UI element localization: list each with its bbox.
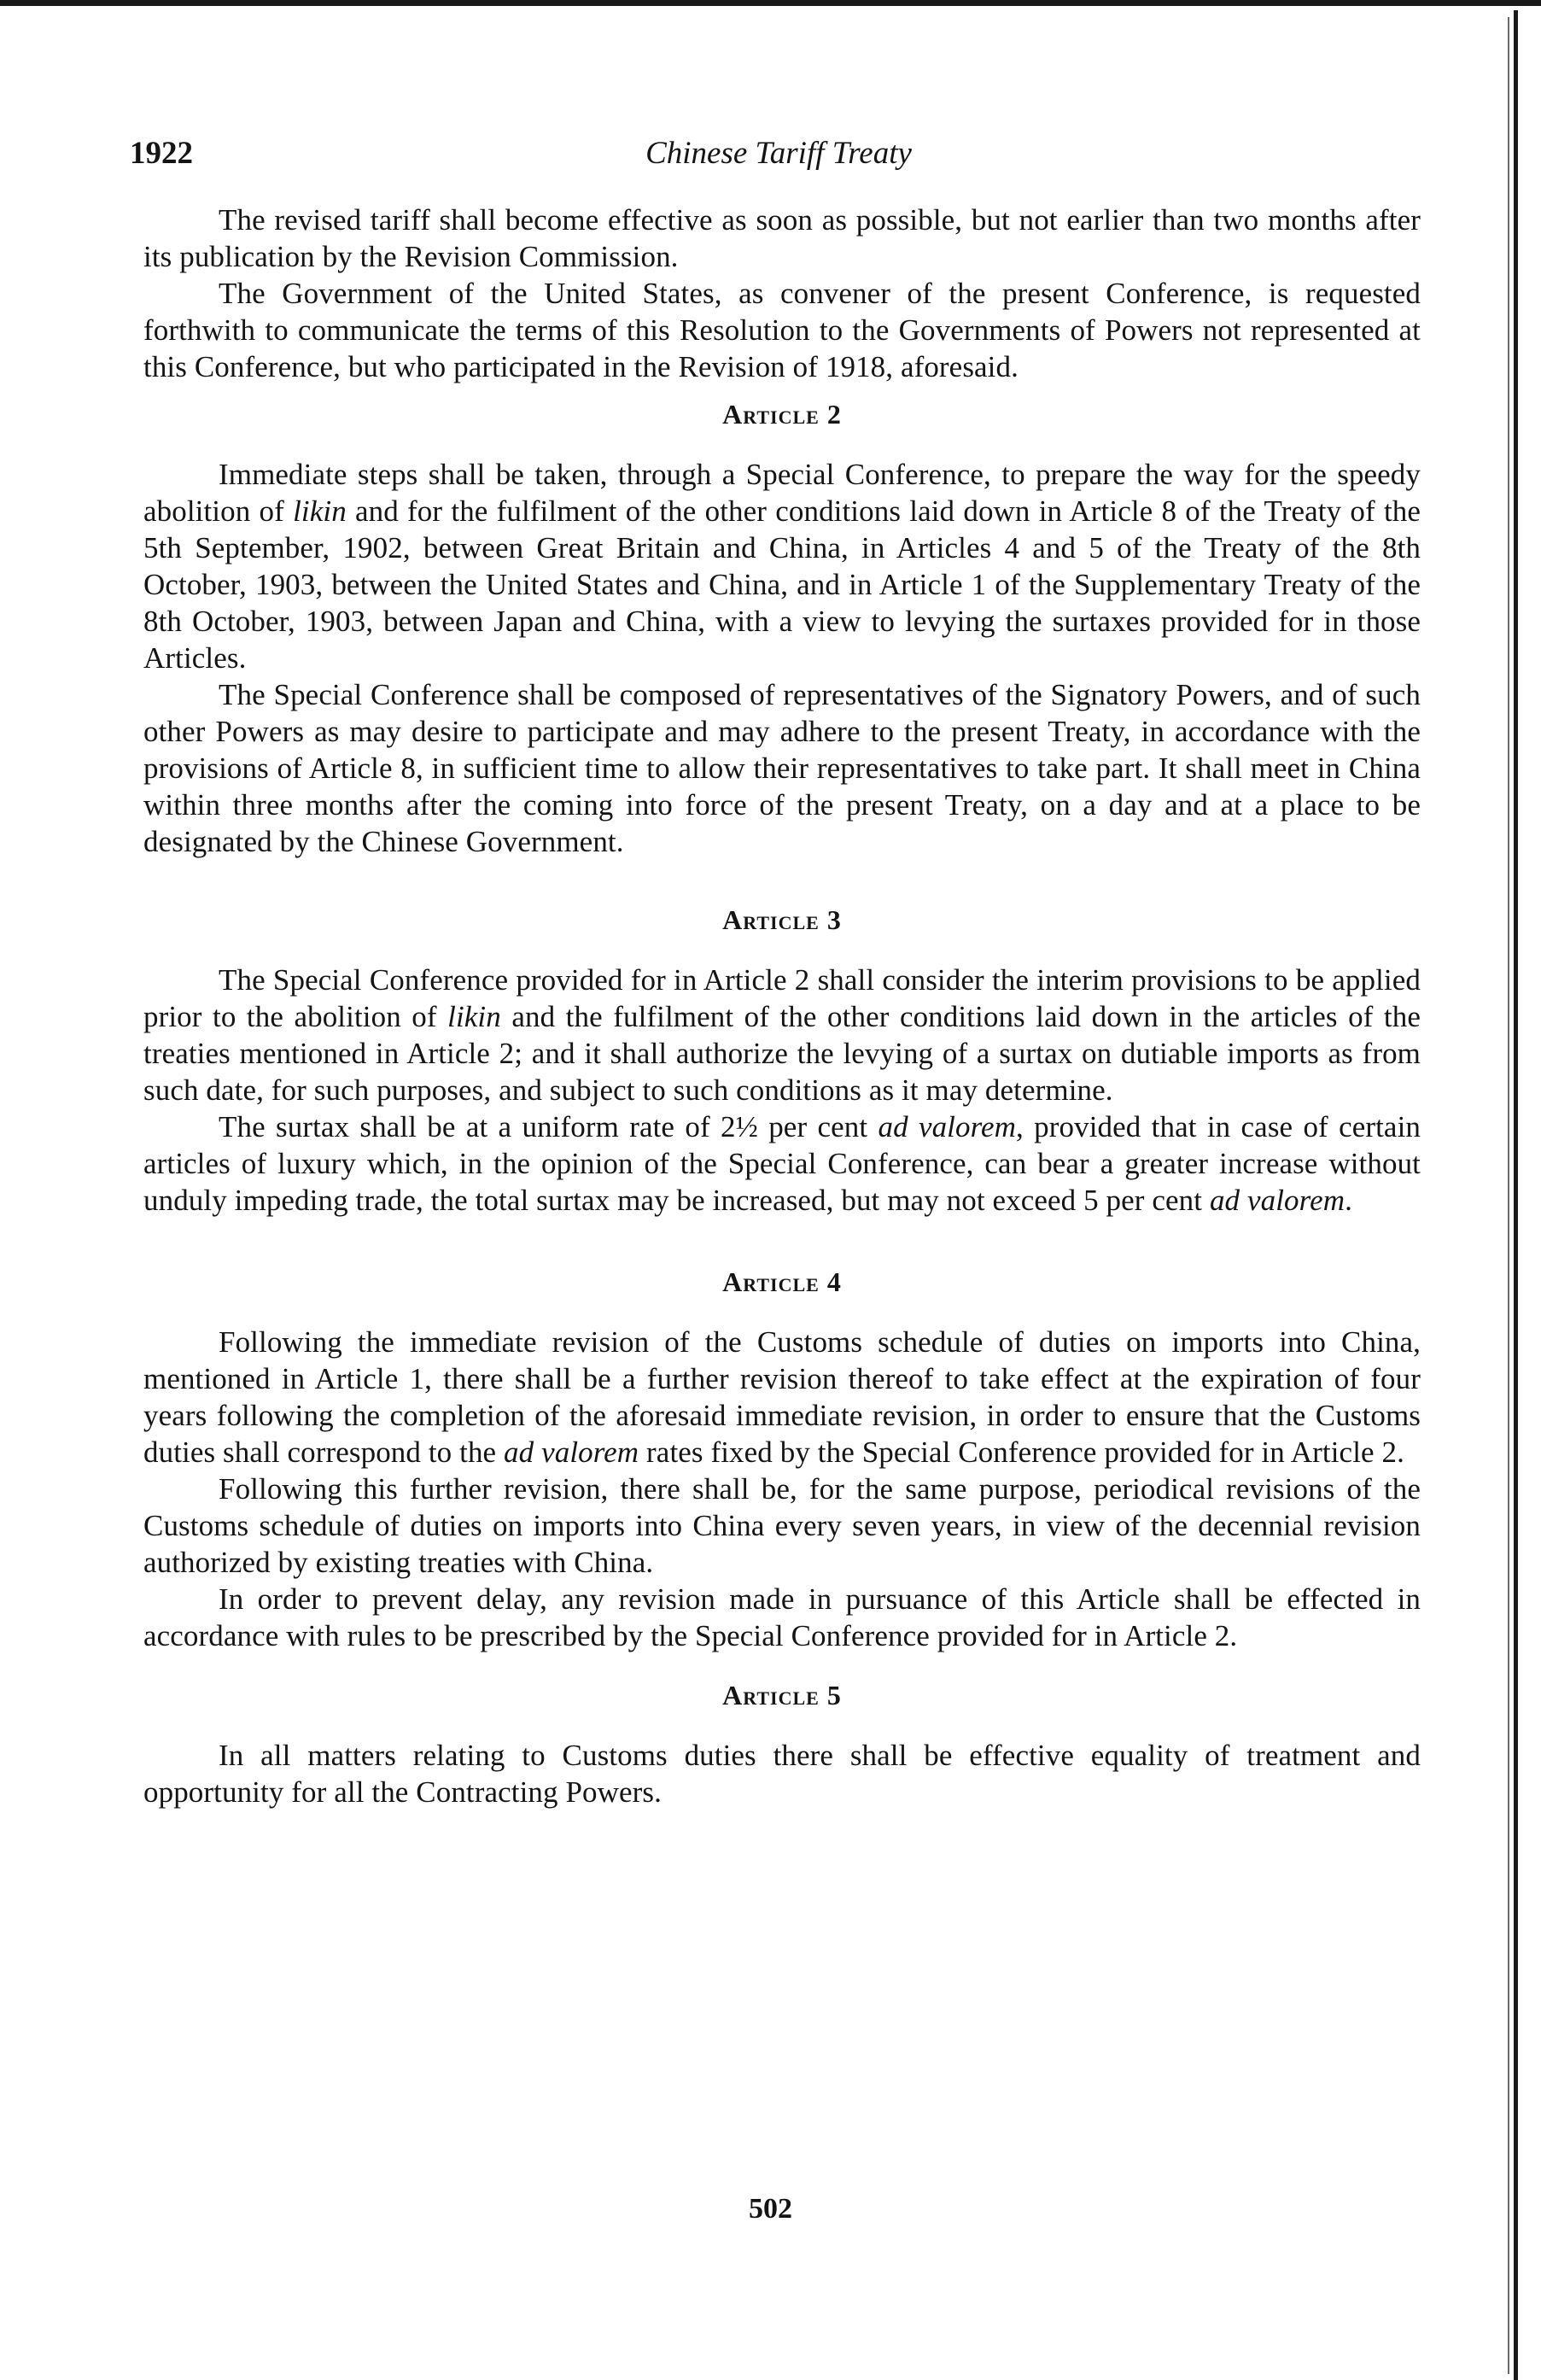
right-edge-line [1508, 17, 1509, 2374]
body-paragraph: Following this further revision, there shall be, for the same purpose, periodical revisions of the Customs schedule of duties on imports into China every seven years, in view of the decennial revision authorized by existing treaties with China. [143, 1472, 1421, 1579]
article-heading: Article 4 [722, 1266, 842, 1297]
page-body [143, 202, 1421, 1810]
article-heading: Article 5 [722, 1680, 842, 1710]
article-heading: Article 2 [722, 399, 842, 430]
body-paragraph: Immediate steps shall be taken, through a Special Conference, to prepare the way for the speedy abolition of likin and for the fulfilment of the other conditions laid down in Article 8 of the Treaty of the 5th September, 1902, between Great Britain and China, in Articles 4 and 5 of the Treaty of the 8th October, 1903, between the United States and China, and in Article 1 of the Supplementary Treaty of the 8th October, 1903, between Japan and China, with a view to levying the surtaxes provided for in those Articles. [143, 458, 1421, 675]
italic-term: likin [447, 1000, 501, 1033]
body-paragraph: The Special Conference shall be composed of representatives of the Signatory Powers, and of such other Powers as may desire to participate and may adhere to the present Treaty, in accordance with the provisions of Article 8, in sufficient time to allow their representatives to take part. It shall meet in China within three months after the coming into force of the present Treaty, on a day and at a place to be designated by the Chinese Government. [143, 678, 1421, 858]
body-paragraph: Following the immediate revision of the Customs schedule of duties on imports into China, mentioned in Article 1, there shall be a further revision thereof to take effect at the expiration of four years following the completion of the aforesaid immediate revision, in order to ensure that the Customs duties shall correspond to the ad valorem rates fixed by the Special Conference provided for in Article 2. [143, 1325, 1421, 1469]
article-heading: Article 3 [722, 904, 842, 935]
body-paragraph: The Government of the United States, as convener of the present Conference, is requested forthwith to communicate the terms of this Resolution to the Governments of Powers not represented at this Conference, but who participated in the Revision of 1918, aforesaid. [143, 277, 1421, 383]
italic-term: ad valorem [1209, 1184, 1345, 1217]
header-year: 1922 [130, 136, 193, 171]
running-header [130, 135, 1427, 178]
body-paragraph: In all matters relating to Customs duties there shall be effective equality of treatment and opportunity for all the Contracting Powers. [143, 1739, 1421, 1809]
italic-term: likin [293, 494, 347, 528]
body-paragraph: The surtax shall be at a uniform rate of 2½ per cent ad valorem, provided that in case of certain articles of luxury which, in the opinion of the Special Conference, can bear a greater increase without unduly impeding trade, the total surtax may be increased, but may not exceed 5 per cent ad valorem. [143, 1110, 1421, 1217]
running-title: Chinese Tariff Treaty [645, 136, 912, 171]
body-paragraph: The Special Conference provided for in Article 2 shall consider the interim provisions to be applied prior to the abolition of likin and the fulfilment of the other conditions laid down in the articles of the treaties mentioned in Article 2; and it shall authorize the levying of a surtax on dutiable imports as from such date, for such purposes, and subject to such conditions as it may determine. [143, 963, 1421, 1107]
body-paragraph: The revised tariff shall become effective as soon as possible, but not earlier than two months after its publication by the Revision Commission. [143, 203, 1421, 273]
top-rule [0, 0, 1541, 6]
page-number: 502 [749, 2193, 792, 2225]
italic-term: ad valorem [878, 1110, 1017, 1143]
right-page-border [1514, 10, 1518, 2380]
italic-term: ad valorem [504, 1436, 639, 1469]
body-paragraph: In order to prevent delay, any revision made in pursuance of this Article shall be effected in accordance with rules to be prescribed by the Special Conference provided for in Article 2. [143, 1582, 1421, 1652]
